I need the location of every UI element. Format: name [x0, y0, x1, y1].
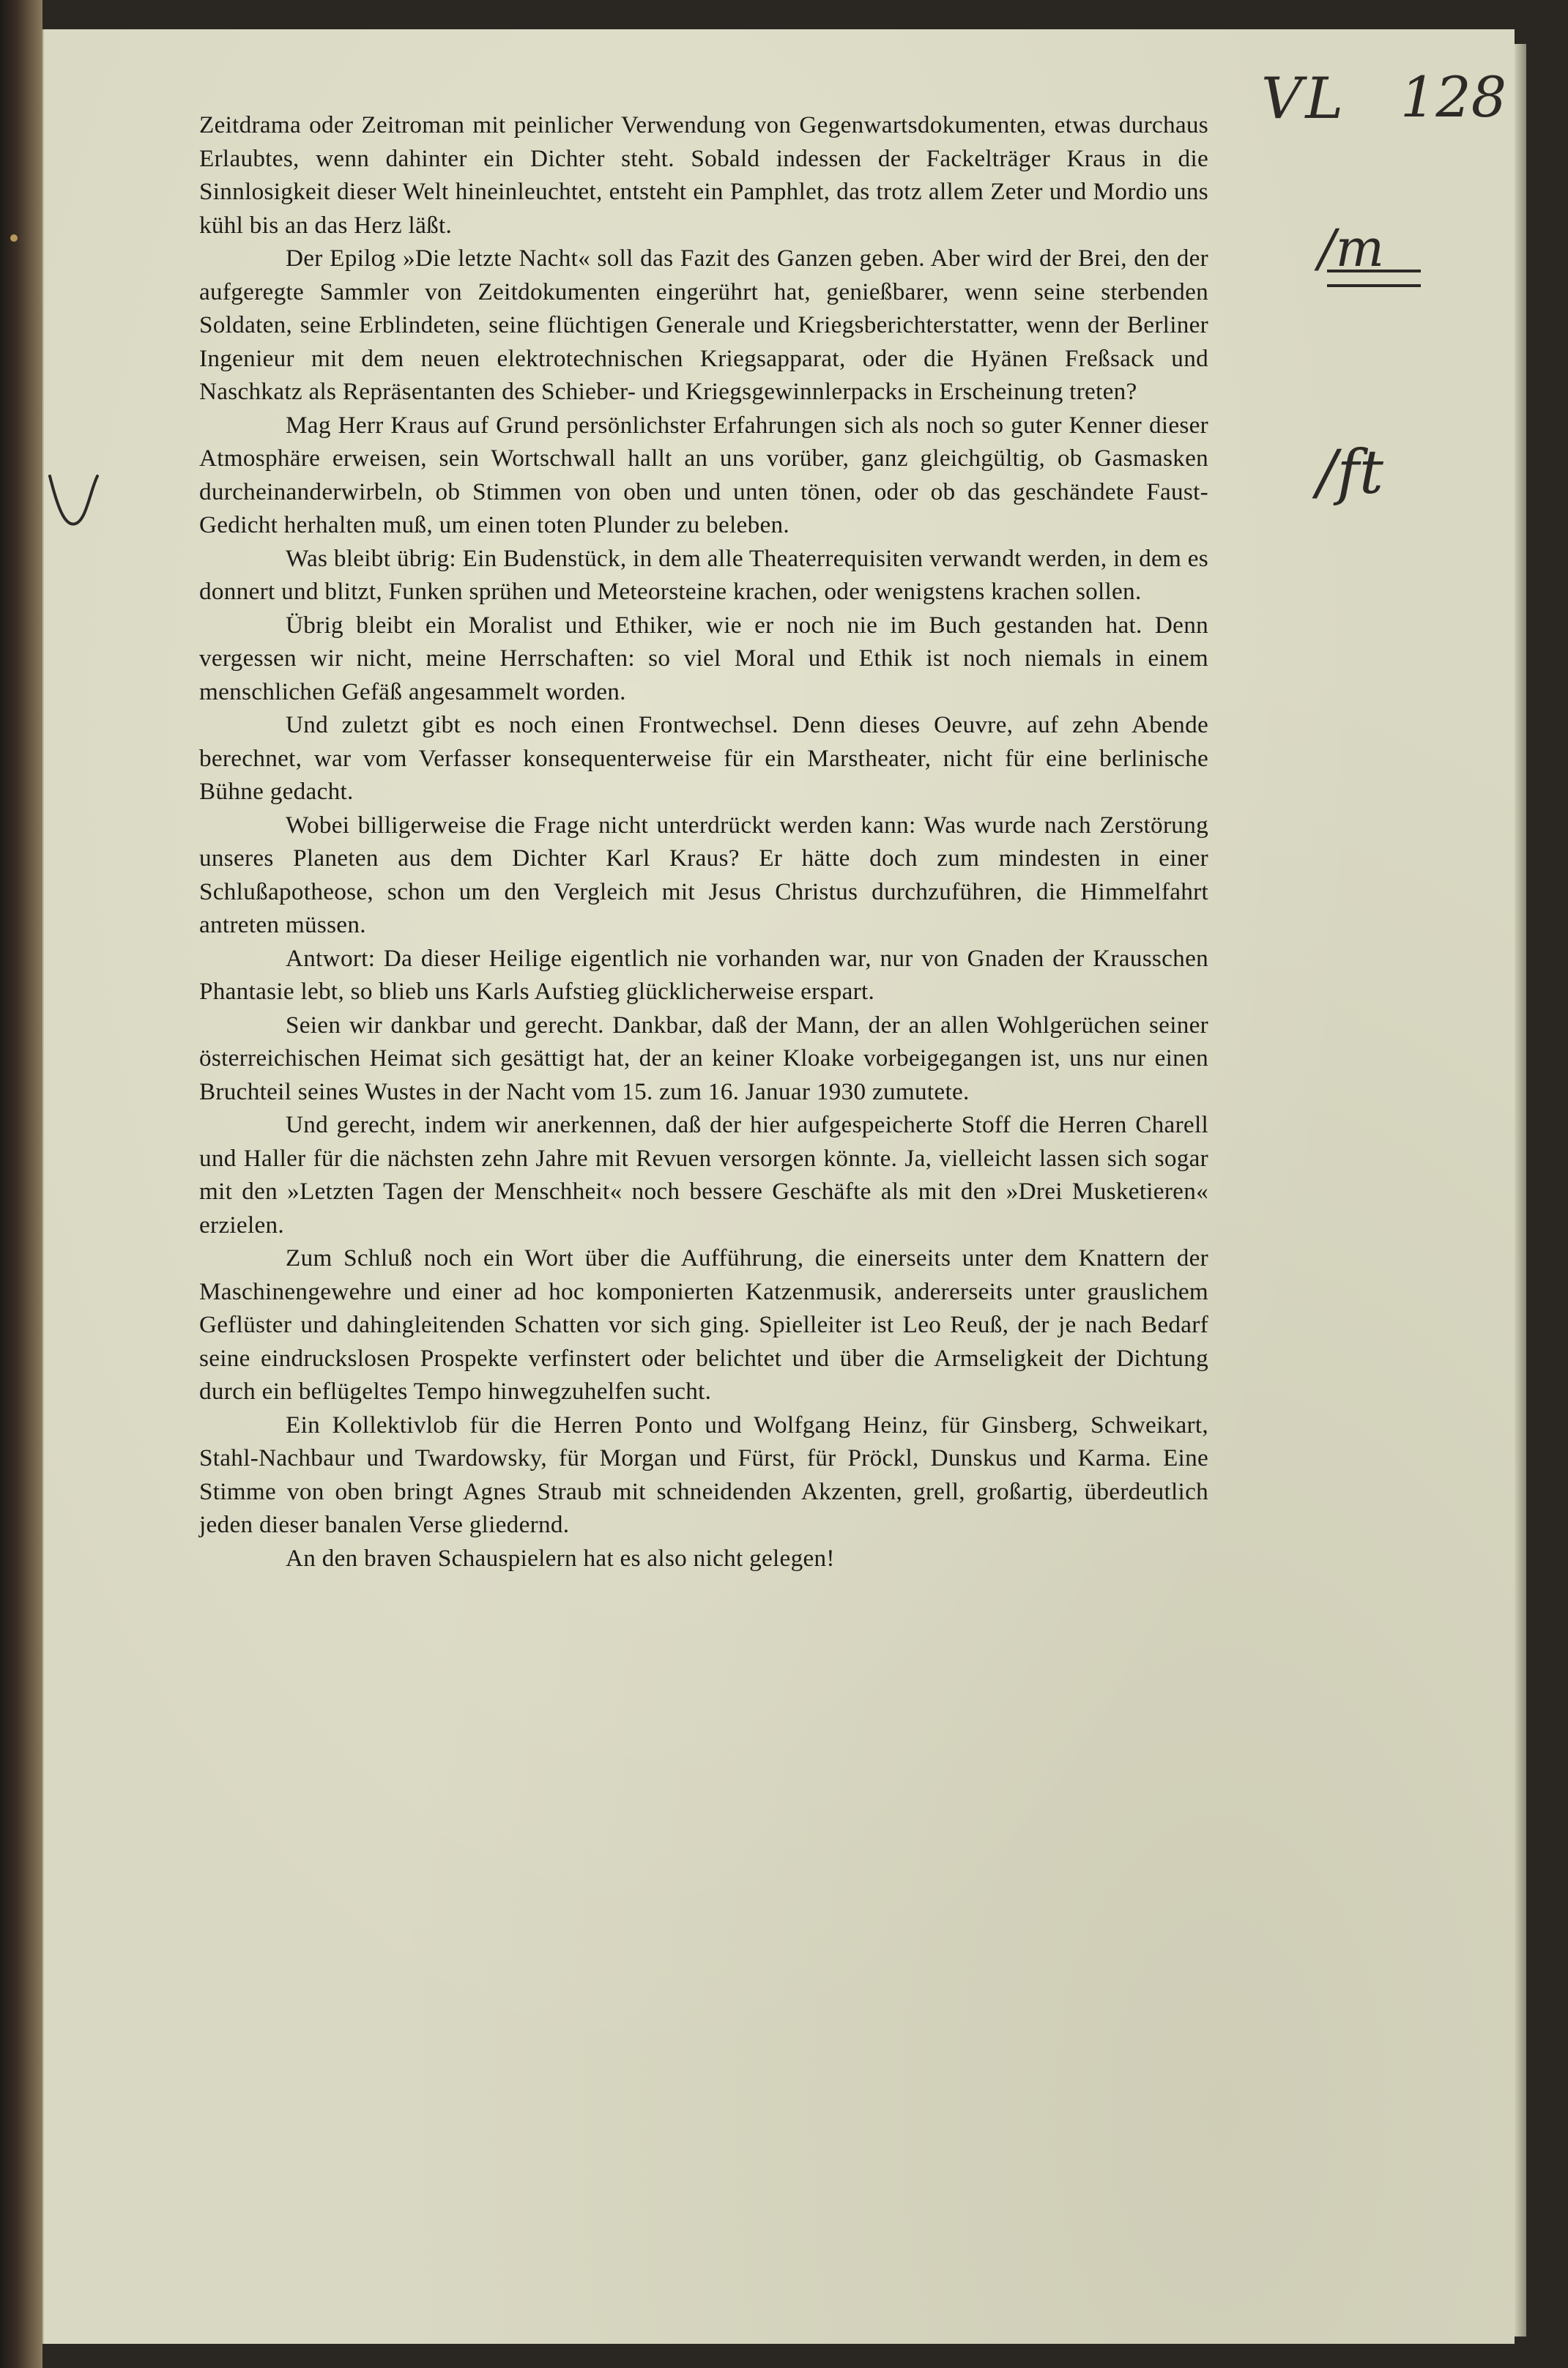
paragraph: Der Epilog »Die letzte Nacht« soll das Fazit des Ganzen geben. Aber wird der Brei, den der aufgeregte Sammler von Zeitdokumenten eingerührt hat, genießbarer, wenn seine sterbenden Soldaten, seine Erblindeten, seine flüchtigen Generale und Kriegsberichterstatter, wenn der Berliner Ingenieur mit dem neuen elektrotechnischen Kriegsapparat, oder die Hyänen Freßsack und Naschkatz als Repräsentanten des Schieber- und Kriegsgewinnlerpacks in Erscheinung treten?: [199, 245, 1208, 405]
book-spine: [0, 0, 42, 2368]
article-body: [199, 108, 1208, 1575]
paragraph: An den braven Schauspielern hat es also nicht gelegen!: [286, 1544, 835, 1572]
binding-mark: [10, 234, 18, 242]
paragraph: Was bleibt übrig: Ein Budenstück, in dem alle Theaterrequisiten verwandt werden, in dem es donnert und blitzt, Funken sprühen und Meteorsteine krachen, oder wenigstens krachen sollen.: [199, 544, 1208, 605]
paragraph: Antwort: Da dieser Heilige eigentlich nie vorhanden war, nur von Gnaden der Krausschen Phantasie lebt, so blieb uns Karls Aufstieg glücklicherweise erspart.: [199, 944, 1208, 1005]
paragraph: Ein Kollektivlob für die Herren Ponto und Wolfgang Heinz, für Ginsberg, Schweikart, Stahl-Nachbaur und Twardowsky, für Morgan und Fürst, für Pröckl, Dunskus und Karma. Eine Stimme von oben bringt Agnes Straub mit schneidenden Akzenten, grell, großartig, überdeutlich jeden dieser banalen Verse gliedernd.: [199, 1411, 1208, 1538]
paragraph: Wobei billigerweise die Frage nicht unterdrückt werden kann: Was wurde nach Zerstörung unseres Planeten aus dem Dichter Karl Kraus? Er hätte doch zum mindesten in einer Schlußapotheose, schon um den Vergleich mit Jesus Christus durchzuführen, die Himmelfahrt antreten müssen.: [199, 811, 1208, 938]
handwritten-initial-note: /m: [1318, 218, 1384, 278]
paragraph: Und gerecht, indem wir anerkennen, daß der hier aufgespeicherte Stoff die Herren Charell und Haller für die nächsten zehn Jahre mit Revuen versorgen könnte. Ja, vielleicht lassen sich sogar mit den »Letzten Tagen der Menschheit« noch bessere Geschäfte als mit den »Drei Musketieren« erzielen.: [199, 1111, 1208, 1239]
paragraph: Zeitdrama oder Zeitroman mit peinlicher Verwendung von Gegenwartsdokumenten, etwas durchaus Erlaubtes, wenn dahinter ein Dichter steht. Sobald indessen der Fackelträger Kraus in die Sinnlosigkeit dieser Welt hineinleuchtet, entsteht ein Pamphlet, das trotz allem Zeter und Mordio uns kühl bis an das Herz läßt.: [199, 111, 1208, 239]
paragraph: Mag Herr Kraus auf Grund persönlichster Erfahrungen sich als noch so guter Kenner dieser Atmosphäre erweisen, sein Wortschwall hallt an uns vorüber, ganz gleichgültig, ob Gasmasken durcheinanderwirbeln, ob Stimmen von oben und unten tönen, oder ob das geschändete Faust-Gedicht herhalten muß, um einen toten Plunder zu beleben.: [199, 411, 1208, 538]
paragraph: Seien wir dankbar und gerecht. Dankbar, daß der Mann, der an allen Wohlgerüchen seiner österreichischen Heimat sich gesättigt hat, der an keiner Kloake vorbeigegangen ist, uns nur einen Bruchteil seines Wustes in der Nacht vom 15. zum 16. Januar 1930 zumutete.: [199, 1011, 1208, 1105]
page-edge: [1515, 44, 1526, 2337]
paragraph: Und zuletzt gibt es noch einen Frontwechsel. Denn dieses Oeuvre, auf zehn Abende berechnet, war vom Verfasser konsequenterweise für ein Marstheater, nicht für eine berlinische Bühne gedacht.: [199, 711, 1208, 805]
handwritten-margin-mark: [42, 461, 108, 542]
handwritten-page-number: 128: [1400, 64, 1507, 130]
handwritten-volume-note: VL: [1261, 66, 1347, 132]
handwritten-double-underline: [1327, 270, 1421, 287]
paragraph: Zum Schluß noch ein Wort über die Aufführung, die einerseits unter dem Knattern der Maschinengewehre und einer ad hoc komponierten Katzenmusik, andererseits unter grauslichem Geflüster und dahingleitenden Schatten vor sich ging. Spielleiter ist Leo Reuß, der je nach Bedarf seine eindruckslosen Prospekte verfinstert oder belichtet und über die Armseligkeit der Dichtung durch ein beflügeltes Tempo hinwegzuhelfen sucht.: [199, 1244, 1208, 1405]
handwritten-initial-note: /ft: [1317, 438, 1383, 508]
paragraph: Übrig bleibt ein Moralist und Ethiker, wie er noch nie im Buch gestanden hat. Denn vergessen wir nicht, meine Herrschaften: so viel Moral und Ethik ist noch niemals in einem menschlichen Gefäß angesammelt worden.: [199, 611, 1208, 705]
